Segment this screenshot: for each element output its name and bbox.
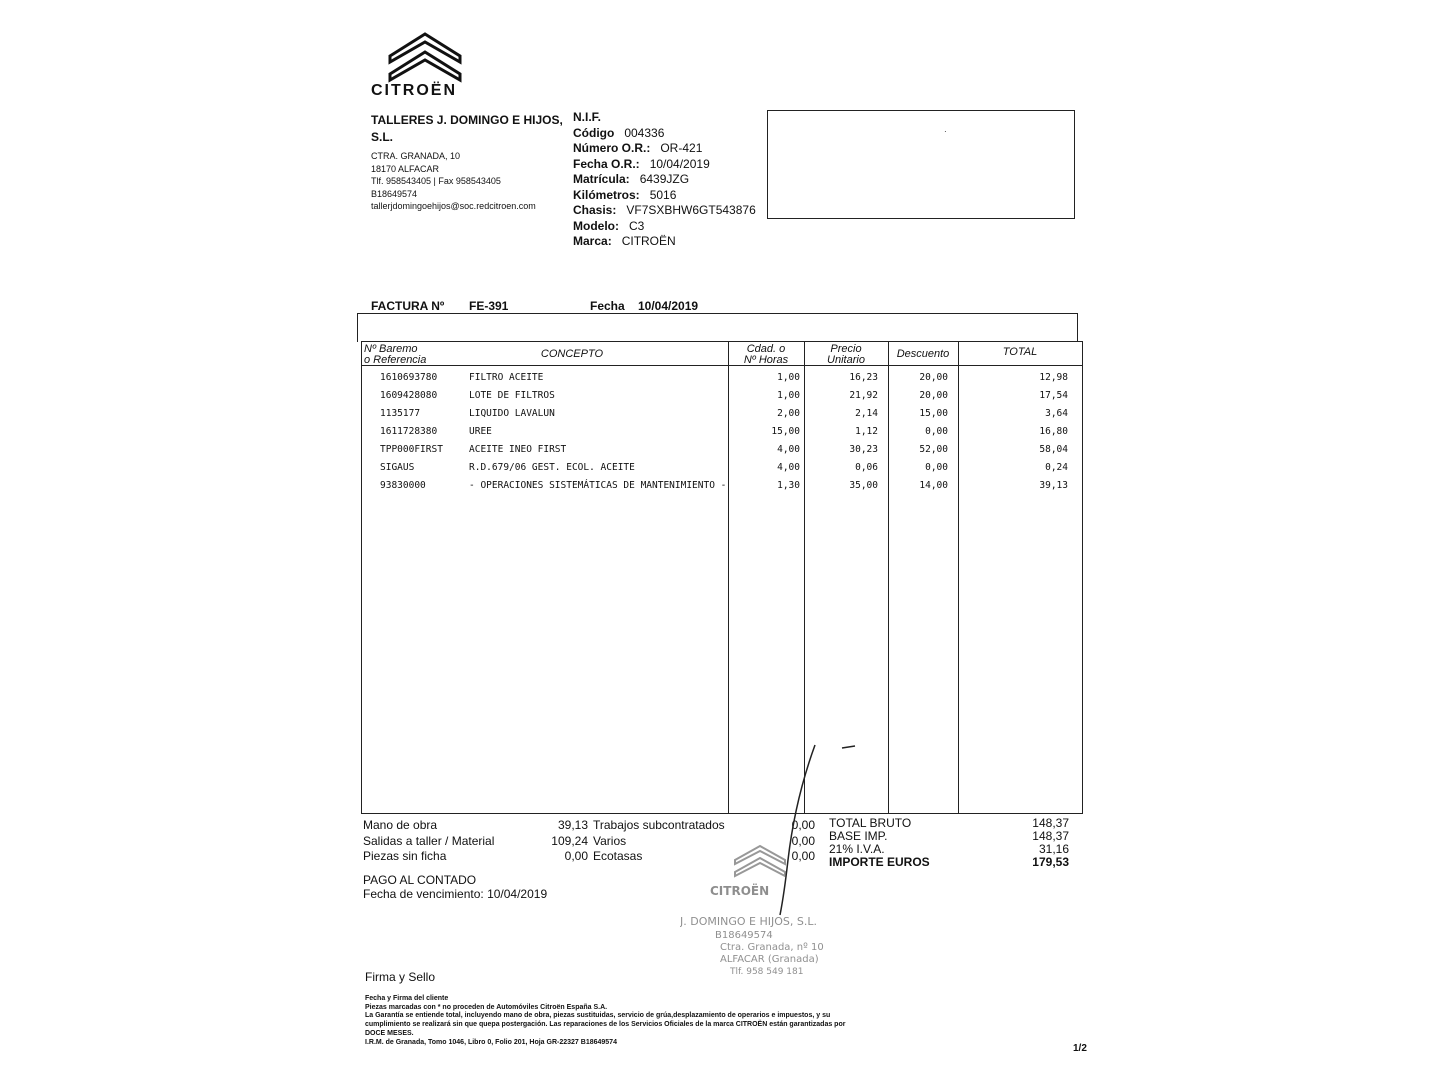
km-value: 5016 <box>649 187 677 202</box>
page-number: 1/2 <box>1073 1043 1087 1054</box>
brand-wordmark: CITROËN <box>371 82 457 99</box>
iva-value: 31,16 <box>1038 842 1069 856</box>
table-row <box>362 372 1082 390</box>
km-label: Kilómetros: <box>573 187 640 202</box>
stamp-line1: J. DOMINGO E HIJOS, S.L. <box>680 915 817 928</box>
cell-precio: 1,12 <box>855 426 878 437</box>
or-label: Número O.R.: <box>573 141 651 155</box>
table-row <box>362 426 1082 444</box>
vehicle-info <box>573 110 756 250</box>
chasis-value: VF7SXBHW6GT543876 <box>626 203 756 217</box>
footer-line: DOCE MESES. <box>365 1029 414 1037</box>
bruto-label: TOTAL BRUTO <box>829 816 912 830</box>
due-date: Fecha de vencimiento: 10/04/2019 <box>363 887 548 901</box>
stamp-brand: CITROËN <box>710 884 770 898</box>
trabajos-label: Trabajos subcontratados <box>593 818 725 832</box>
varios-label: Varios <box>593 833 627 848</box>
importe-value: 179,53 <box>1032 855 1069 869</box>
cell-descuento: 0,00 <box>925 426 948 437</box>
cell-concepto: LIQUIDO LAVALUN <box>469 408 555 419</box>
cell-concepto: FILTRO ACEITE <box>469 372 544 383</box>
matricula-value: 6439JZG <box>639 172 690 186</box>
fecha-or-value: 10/04/2019 <box>649 156 710 171</box>
varios-value: 0,00 <box>791 833 815 848</box>
stamp-line3: Ctra. Granada, nº 10 <box>720 942 824 953</box>
cell-concepto: UREE <box>469 426 492 437</box>
cell-concepto: - OPERACIONES SISTEMÁTICAS DE MANTENIMIENTO - <box>469 480 727 491</box>
cell-precio: 30,23 <box>849 444 878 455</box>
th-ref-line1: Nº Baremo <box>364 343 418 355</box>
piezas-value: 0,00 <box>564 849 588 863</box>
table-row <box>362 408 1082 426</box>
base-value: 148,37 <box>1032 829 1069 843</box>
salidas-label: Salidas a taller / Material <box>363 833 495 848</box>
cell-descuento: 0,00 <box>925 462 948 473</box>
chasis-label: Chasis: <box>573 203 617 217</box>
cell-precio: 2,14 <box>855 408 878 419</box>
ecotasas-label: Ecotasas <box>593 849 643 863</box>
cell-total: 58,04 <box>1039 444 1068 455</box>
th-descuento: Descuento <box>896 348 950 360</box>
customer-address-box <box>767 110 1075 219</box>
ecotasas-value: 0,00 <box>791 849 815 863</box>
company-email: tallerjdomingoehijos@soc.redcitroen.com <box>371 201 536 211</box>
company-name: TALLERES J. DOMINGO E HIJOS, S.L. <box>371 113 563 144</box>
cell-descuento: 14,00 <box>919 480 948 491</box>
cell-ref: 93830000 <box>380 480 426 491</box>
table-row <box>362 444 1082 462</box>
th-referencia <box>364 344 426 366</box>
cell-ref: 1609428080 <box>380 390 438 401</box>
company-stamp-signature <box>680 740 880 990</box>
cell-descuento: 52,00 <box>919 444 948 455</box>
legal-footer <box>365 995 885 1047</box>
stamp-line5: Tlf. 958 549 181 <box>730 967 804 977</box>
th-precio-line1: Precio <box>830 343 862 355</box>
salidas-value: 109,24 <box>551 833 588 848</box>
redacted-mark: · <box>944 127 947 136</box>
cell-total: 12,98 <box>1039 372 1068 383</box>
cell-descuento: 20,00 <box>919 390 948 401</box>
stamp-line2: B18649574 <box>715 930 773 941</box>
footer-line: cumplimiento se realizará sin que quepa postergación. Las reparaciones de los Servicios Oficiales de la marca CITROËN están garantizadas por <box>365 1021 846 1029</box>
th-concepto: CONCEPTO <box>540 348 604 360</box>
modelo-label: Modelo: <box>573 218 619 233</box>
marca-label: Marca: <box>573 234 612 248</box>
cell-concepto: R.D.679/06 GEST. ECOL. ACEITE <box>469 462 635 473</box>
cell-precio: 35,00 <box>849 480 878 491</box>
th-cdad-line1: Cdad. o <box>746 343 786 355</box>
modelo-value: C3 <box>629 218 645 233</box>
cell-precio: 21,92 <box>849 390 878 401</box>
th-cdad-line2: Nº Horas <box>743 354 789 366</box>
company-phone: Tlf. 958543405 | Fax 958543405 <box>371 176 501 186</box>
cell-ref: 1610693780 <box>380 372 438 383</box>
company-city: 18170 ALFACAR <box>371 163 440 174</box>
factura-number: FE-391 <box>469 299 509 313</box>
company-info <box>371 112 571 213</box>
th-cantidad <box>728 344 804 366</box>
cell-cdad: 15,00 <box>771 426 800 437</box>
company-cif: B18649574 <box>371 188 418 199</box>
table-row <box>362 480 1082 498</box>
cell-cdad: 1,00 <box>777 390 800 401</box>
matricula-label: Matrícula: <box>573 172 630 186</box>
cell-cdad: 2,00 <box>777 408 800 419</box>
footer-line: I.R.M. de Granada, Tomo 1046, Libro 0, Folio 201, Hoja GR-22327 B18649574 <box>365 1038 617 1046</box>
cell-total: 16,80 <box>1039 426 1068 437</box>
base-label: BASE IMP. <box>829 829 888 843</box>
cell-precio: 16,23 <box>849 372 878 383</box>
company-address: CTRA. GRANADA, 10 <box>371 151 461 161</box>
mano-obra-label: Mano de obra <box>363 818 438 832</box>
footer-line: La Garantía se entiende total, incluyendo mano de obra, piezas sustituidas, servicio de grúa,desplazamiento de operarios e impuestos, y su <box>365 1012 831 1020</box>
cell-total: 3,64 <box>1045 408 1068 419</box>
codigo-value: 004336 <box>624 125 665 140</box>
cell-cdad: 4,00 <box>777 444 800 455</box>
cell-total: 39,13 <box>1039 480 1068 491</box>
footer-line: Fecha y Firma del cliente <box>365 995 449 1002</box>
payment-method: PAGO AL CONTADO <box>363 873 477 887</box>
table-top-frame <box>357 313 1078 342</box>
footer-line: Piezas marcadas con * no proceden de Automóviles Citroën España S.A. <box>365 1003 608 1011</box>
iva-label: 21% I.V.A. <box>829 842 885 856</box>
citroen-chevron-logo <box>385 26 465 86</box>
fecha-value: 10/04/2019 <box>638 299 699 313</box>
cell-descuento: 20,00 <box>919 372 948 383</box>
table-row <box>362 462 1082 480</box>
cell-total: 0,24 <box>1045 462 1068 473</box>
th-ref-line2: o Referencia <box>364 354 427 366</box>
marca-value: CITROËN <box>621 234 676 248</box>
cell-cdad: 1,00 <box>777 372 800 383</box>
signature-label: Firma y Sello <box>365 970 436 984</box>
bruto-value: 148,37 <box>1032 816 1069 830</box>
stamp-line4: ALFACAR (Granada) <box>720 954 819 965</box>
importe-label: IMPORTE EUROS <box>829 855 930 869</box>
cell-cdad: 4,00 <box>777 462 800 473</box>
th-total: TOTAL <box>1002 346 1038 358</box>
cell-ref: TPP000FIRST <box>380 444 443 455</box>
th-precio <box>804 344 888 366</box>
fecha-or-label: Fecha O.R.: <box>573 156 640 171</box>
cell-descuento: 15,00 <box>919 408 948 419</box>
trabajos-value: 0,00 <box>791 818 815 832</box>
nif-label: N.I.F. <box>573 110 602 124</box>
payment-info <box>363 873 547 901</box>
cell-total: 17,54 <box>1039 390 1068 401</box>
cell-cdad: 1,30 <box>777 480 800 491</box>
or-value: OR-421 <box>660 141 703 155</box>
fecha-label: Fecha <box>590 299 625 313</box>
cell-concepto: ACEITE INEO FIRST <box>469 444 567 455</box>
factura-label: FACTURA Nº <box>371 299 445 313</box>
cell-ref: SIGAUS <box>380 462 415 473</box>
cell-ref: 1611728380 <box>380 426 438 437</box>
piezas-label: Piezas sin ficha <box>363 849 447 863</box>
table-row <box>362 390 1082 408</box>
codigo-label: Código <box>573 125 615 140</box>
mano-obra-value: 39,13 <box>557 818 588 832</box>
header-divider <box>362 365 1082 366</box>
th-precio-line2: Unitario <box>827 354 865 366</box>
cell-ref: 1135177 <box>380 408 421 419</box>
cell-concepto: LOTE DE FILTROS <box>469 390 555 401</box>
cell-precio: 0,06 <box>855 462 878 473</box>
